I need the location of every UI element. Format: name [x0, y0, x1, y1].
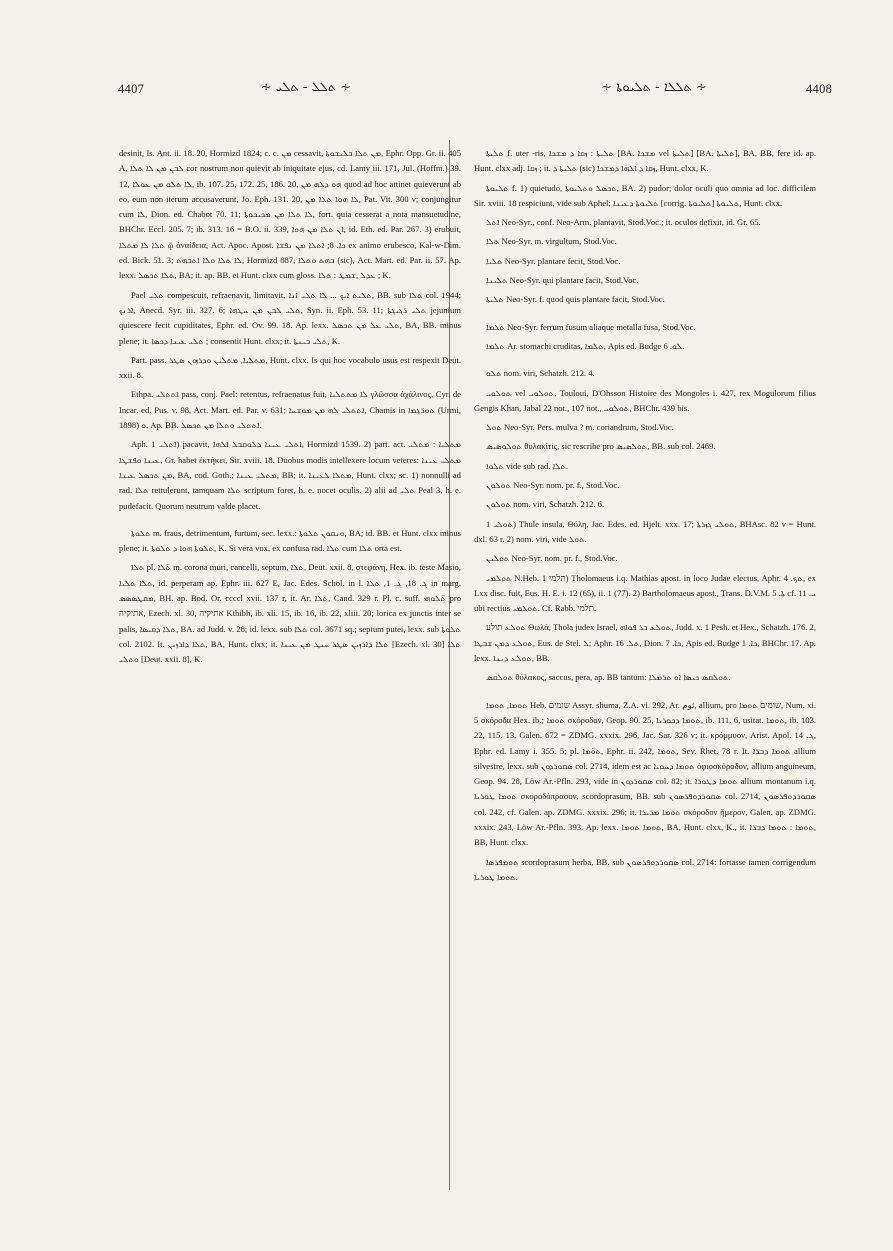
dictionary-entry: ܬܘܡܦܪܣܐ scordoprasum herba, BB. sub ܣܩܘܪܕܘܦܪܣܘܢ col. 2714: fortasse tamen corrigendum ܬܘܡܐ ܛܘܪܝܐ.: [474, 856, 816, 882]
dictionary-entry: ܬܘܠܘܢ Neo-Syr. nom. pr. f., Stod.Voc.: [486, 480, 620, 491]
dictionary-entry: desinit, Is. Ant. ii. 18. 20, Hormizd 1824; c. c. ܡܢ cessavit, ܡܢ ܬܠܐ ܒܠܝܫܘܬܐ, Ephr. Opp. Gr. ii. 405 A, ܠܒܢ ܡܢ ܠܐ ܬܠܐ cor nostrum non quievit ab iniquitate ejus, cd. Lamy iii. 171, Jul. (Hoffm.) 39. 12, ܠܐ ܬܠܘ ܡܢ ܥܘܠܐ, ib. 107. 25, 172. 25, 186. 20, ܗܘ ܕܠܗ ܡܢ quod ad hoc attinet quieverunt ab eo, eum non iterum accusaverunt, Jo. Eph. 131. 20, ܠܐ ܗܘܐ ܬܠܐ ܡܢ, Pat. Vit. 300 v; conjungitur cum ܠܐ, Dion. ed. Chabot 70. 11; ܠܐ ܬܠܐ ܡܢ ܡܟܝܟܘܬܐ, fort. quia cesserat a nota mansuetudine, BHChr. Eccl. 205. 7; ib. 313. 16 = B.O. ii. 339, ܐܢ ܬܠܐ ܡܢ ܗܘܐ, id. Eth. ed. Par. 267. 3) erubuit, ܬܠܐ ܠܐ ܡܬܠܐ ῷ ἀναίδεια, Act. Apoc. Apost. ܟܐ. 8; ܐܬܠܐ ܡܢ ܢܦܫܐ ex animo erubesco, Kal-w-Dim. ed. Bick. 51. 3; ܠܐ ܬܠܐ ܘܠܐ ܐܬܒܗܬ, Hormizd 887, ܒܗܬ ܘܬܠܐ (sic), Act. Mart. ed. Par. ii. 57. Ap. lexx. ܬܠܐ ܬܟܣܠ, BA; it. ap. BB. et Hunt. clxx cum gloss. ܥܕܠ ,ܫܡܛ : ܬܠܐ ; K.: [119, 148, 462, 281]
dictionary-entry: ܬܠܝܢܐ Neo-Syr. qui plantare facit, Stod.Voc.: [486, 275, 639, 286]
dictionary-entry: ܬܘܠܥ תולע Θωλά, Thola judex Israel, ܬܘܠܥ ܒܪ ܦܘܐܗ, Judd. x. 1 Pesh. et Hex., Schatzh. 176. 2, ܬܘܠܥ ܕܡܢ ܫܒܛܐ, Eus. de Stel. ܠ; Aphr. ܬܠ. 16, Dion. ܟܐ. 7, Apis ed. Budge ܟܐ. 1, BHChr. 17. Ap. lexx. ܬܘܠܥ ܕܝܢܐ, BB.: [474, 622, 816, 664]
dictionary-entry: ܬܘܡܐ, ܬܘܡܐ Heb. שומים Assyr. shuma, Z.A. vi. 292, Ar. ثوم, allium, pro שומים ܬܘܡܐ, Num. xi. 5 σκόροδα Hex. ib.; ܬܘܡܐ σκόροδον, Geop. 90. 25, ܬܘܡܐ ܕܟܘܪܝܐ, ib. 111. 6, usitat. ܬܘܡܐ, ib. 103. 22, 115. 13, Galen. 672 = ZDMG. xxxix. 296, Jac. Sar. 326 v; it. κρόμμυον, Arist. Apol. ܓ. 14, Ephr. ed. Lamy i. 355. 5; pl. ܬܘ̈ܡܐ, Ephr. ii. 242, ܬܘܡܐ, Sev. Rhet. 78 r. It. ܬܘܡܐ ܕܒܪܐ allium silvestre, lexx. sub ܣܩܘܪܕܘܢ col. 2714, idem est ac ܬܘܡܐ ܕܚܘܝܐ ὀφιοσκόροδον, allium anguineum, Geop. 94. 28, Löw Ar.-Pfln. 293, vide in ܣܩܘܪܕܘܢ col. 82; it. ܬܘܡܐ ܕܛܘܪܐ allium montanum i.q. ܬܘܡܐ ܛܘܪܝܐ σκοροδόπρασον, scordoprasum, BB. sub ܣܩܘܪܕܘܦܪܣܘܢ col. 2714, ܣܩܘܪܕܘܦܪܣܘܢ col. 242, cf. Galen. ap. ZDMG. xxxix. 296; it. ܬܘܡܐ ܡܪܝܪܐ σκόροδον ἥμερον, Galen. ap. ZDMG. xxxix. 243, Löw Ar.-Pfln. 393. Ap. lexx. ܬܘܡܐ ܬܘܡܐ, BA, Hunt. clxx, K., it. ܬܘܡܐ : ܬܘܡܐ ܕܒܪܐ, BB, Hunt. clxx.: [474, 699, 817, 848]
dictionary-entry: ܬܠܐ Neo-Syr. m. virgultum, Stod.Voc.: [486, 236, 617, 247]
dictionary-entry: ܬܘܠܝ 1) Thule insula, Θύλη, Jac. Edes. ed. Hjelt. xxx. 17; ܬܘܠܝ ܓܙܪܬܐ, BHAsc. 82 v = Hunt. dxl. 63 r. 2) nom. viri, vide ܬܘܠ.: [474, 518, 816, 544]
dictionary-entry: ܬܘܠܝܢ Neo-Syr. nom. pr. f., Stod.Voc.: [486, 553, 618, 564]
dictionary-entry: ܬܠܝܬܐ f. uter -ris, ܬܠܝܬܐ : ܙܩܐ ܕ ܡܫܟܐ [BA. ܡܫܟܐ vel ܬܠܝܬܐ] [BA. ܬܠܝܬܐ], BA, BB, fere id. ap. Hunt. clxx adj. ܙܩܐ ; it. ܬܠܝܬܐ ܕ (sic) ܙܩܐ ܕ ܐܠܗܐ ܕܡܫܟܐ, Hunt. clxx, K.: [474, 148, 816, 174]
dictionary-entry: Part. pass. ܡܬܠܝܐ, ܡܬܠܝܢ ܘܕܪܙܘܢ ܣܛܪ, Hunt. clxx. Is qui hoc vocabulo usus est respexit Deut. xxii. 8.: [119, 354, 461, 381]
page-number-right: 4408: [806, 82, 833, 96]
dictionary-entry: ܬܘܠ Neo-Syr. Pers. mulva ? m. coriandrum, Stod.Voc.: [486, 422, 674, 433]
running-head-right: ∻ ܬܠܠܐ - ܬܠܝܘܬܐ ∻: [601, 80, 707, 95]
dictionary-entry: Pael ܬܠܝ compescuit, refraenavit, limitavit, ܬܠܝܬ ܐܝܟ ... ܠܐ ܬܠܝ ܐܢܐ, BB. sub ܬܠܐ col. 1944; ܐܪܢܟ, Anecd. Syr. iii. 327. 6; ܬܠܝ ܠܒܢ ܡܢ ܚܛܗܐ, Syn. ii. Eph. 53. 11; ܬܠܝ ܪ̈ܓܝܓܬܐ jejunium quiescere fecit cupiditates, Ephr. ed. Ov. 99. 18. Ap. lexx. ܬܠܝ ܥܠ ܡܢ ܬܟܣܠ, BA, BB. minus plene; it. ܬܠܝ ܥܝܢܐ ܕܟܣܐ ; consentit Hunt. clxx; it. ܬܠܝ ܒܝܢܬܐ, K.: [119, 289, 462, 346]
dictionary-entry: ܬܘܠܘܝ vel ܬܘܠܘܝ, Touloui, D'Ohsson Histoire des Mongoles i. 427, rex Mogulorum filius Gengis Khan, Jabal 22 not., 107 not., ܬܘܠܘܝ, BHChr. 439 bis.: [474, 387, 816, 413]
dictionary-entry: ܬܘܠܘܢ nom. viri, Schatzh. 212. 6.: [486, 499, 605, 510]
dictionary-entry: ܬܠܘܐ vide sub rad. ܬܠܐ.: [486, 460, 569, 471]
dictionary-entry: Ethpa. ܐܬܬܠܝ pass, conj. Pael: retentus, refraenatus fuit, ܠܐ ܡܬܬܠܝܐ γλῶσσα ἀχάλινος, Cyr. de Incar. ed. Pus. v. 98, Act. Mart. ed. Par. v. 631; ܐܬܬܠܝ ܠܗ ܡܢ ܡܘܫܚܐ, Chamis in ܬܘܪ̈ܓܡܐ (Urmi, 1898) ܘ. Ap. BB. ܐܬܬܠܝ ܘܬܠܐ ܡܢ ܬܟܣܠ.: [119, 389, 461, 431]
dictionary-entry: ܐܬܠ Neo-Syr., conf. Neo-Arm. plantavit, Stod.Voc.; it. oculos defixit, id. Gr. 65.: [486, 217, 761, 228]
dictionary-entry: Aph. ܐܬܠܝ 1) pacavit, ܐܬܠܝ ܥܝܢܐ ܕܠܘܩܒܠ ܐܠܗܐ, Hormizd 1539. 2) part. act. ܡܬܠܝܐ : ܡܬܠܝ ܥܝܢܐ ܘܦܫܛܐ, Gr. habet ἐκτήκει, Sir. xviii. 18. Duobus modis intellexere locum veteres: ܡܬܠܝ ܥܝܢܐ ܡܢ ܬܟܣܠ ܥܝܢܐ, BA, cod. Goth.; ܡܬܠܝ ܥܝܢܐ, BB; it. ܡܬܠܐ ܠܥܝܢܐ, Hunt. clxx; sc. 1) nonnulli ad rad. ܬܠܐ rettulerunt, tamquam ܬܠܐ scriptum foret, h. e. nocet oculis. 2) alii ad ܬܠܝ Peal 3, h. e. pudefacit. Quorum neutrum valde placet.: [119, 439, 461, 511]
dictionary-entry: ܬܠܝܐ Neo-Syr. plantare fecit, Stod.Voc.: [486, 255, 621, 266]
right-column: [474, 146, 816, 885]
dictionary-entry: ܬܠܘܬܐ m. fraus, detrimentum, furtum, sec. lexx.: ܘܢܩܘܢ ܬܠܘܬܐ, BA; id. BB. et Hunt. clxx minus plene; it. ܬܠܘܬܐ ܗܘܐ ܕ ܬܠܘܬܐ, K. Si vera vox, ex confusa rad. ܬܠܐ cum ܬܠܐ orta est.: [119, 527, 461, 554]
dictionary-entry: ܬܠܝܘܬܐ f. 1) quietudo, ܬܟܣܠ ܘܬܠܝܘܬܐ, BA. 2) pudor; dolor oculi quo omnia ad loc. difficilem Sir. xviii. 18 respiciunt, vide sub Aphel; ܬܠܝܘܬܐ ܕܥܝܢܐ [corrig. ܬܠܝܘܬܐ] ܬܠܝܘܬܐ, Hunt. clxx.: [474, 182, 816, 208]
running-head-left: ∻ ܬܠܠ - ܬܠܝ ∻: [260, 80, 352, 95]
dictionary-entry: ܬܠܝܬܐ Neo-Syr. f. quod quis plantare facit, Stod.Voc.: [486, 294, 665, 305]
dictionary-entry: ܬܘܠܩܣ θύλακος, saccus, pera, ap. BB tantum: ܬܘܠܩܣ ܟܝܣܐ ܐܘ ܬܪܡܠܐ.: [486, 672, 731, 683]
dictionary-entry: ܬܠܐ pl. ܬ̈ܠܐ m. corona muri, cancelli, septum, ܬܠܐ, Deut. xxii. 8, στεφάνη, Hex. ib. teste Masio, ܬܠܐ ܬܠܝܐ, id. perperam ap. Ephr. iii. 627 E, Jac. Edes. Schol. in l. ܓ. 18, ܓ. 1, ܬܠܐ in marg. ܡܩܛܣܣܣ, BH. ap. Bod. Or. ccccl xvii. 137 r, it. Ar. ܬܠܐ, Cand. 329 r. Pl. c. suff. ܬ̈ܠܘܗܝ pro אתיקיה, Ezech. xl. 30, אתיקיה Kthibh, ib. xli. 15, ib. 16, ib. 22, xliii. 20; lorica ex junctis inter se palis, ܬܠܐ ܕܩܝܣܐ, BA. ad Judd. v. 28; id. lexx. sub ܬܠܐ col. 3671 sq.; septum putei, lexx. sub ܬܠܘܬܐ col. 2102. It. ܬܠܐ ܕܐܪܙܝܢ, BA, Hunt. clxx; it. ܬܠܐ ܕܐܪܙܝܢ ܣܛܪ ܚܝܛ ܡܢ ܥܝܢܐ [Ezech. xl. 30] ܬܠܐ ܘܬܠܝ [Deut. xxii. 8], K.: [119, 562, 462, 665]
dictionary-entry: ܬܠܡܐ Neo-Syr. ferrum fusum aliaque metalla fusa, Stod.Voc.: [486, 321, 696, 332]
page-number-left: 4407: [118, 82, 145, 96]
dictionary-entry: ܬܘܠܡܝ N.Heb. תלמי 1) Tholomaeus i.q. Mathias apost. in loco Judae electus, Aphr. ܬܟ. 4, ex Lxx disc. fuit, Eus. H. E. i. 12 (65), ii. 1 (77). 2) Bartholomaeus apost., Trans. D.V.M. ܬܐ. 5 cf. ܝ. 11 ubi rectius ܬܘܠܡܝ. Cf. Rabb. תלמי.: [474, 572, 817, 614]
dictionary-entry: ܬܘܠܘܣܝܣ θυλακίτις, sic rescribe pro ܬܘܠܣܝܣ, BB. sub col. 2469.: [486, 441, 716, 452]
page-header: [0, 0, 893, 110]
left-column: [119, 146, 461, 668]
dictionary-entry: ܬܠܡܐ Ar. stomachi cruditas, ܬܠܡܐ, Apis ed. Budge ܠܘ. 6.: [486, 340, 685, 351]
dictionary-entry: ܬܠܘ nom. viri, Schatzh. 212. 4.: [486, 368, 595, 379]
